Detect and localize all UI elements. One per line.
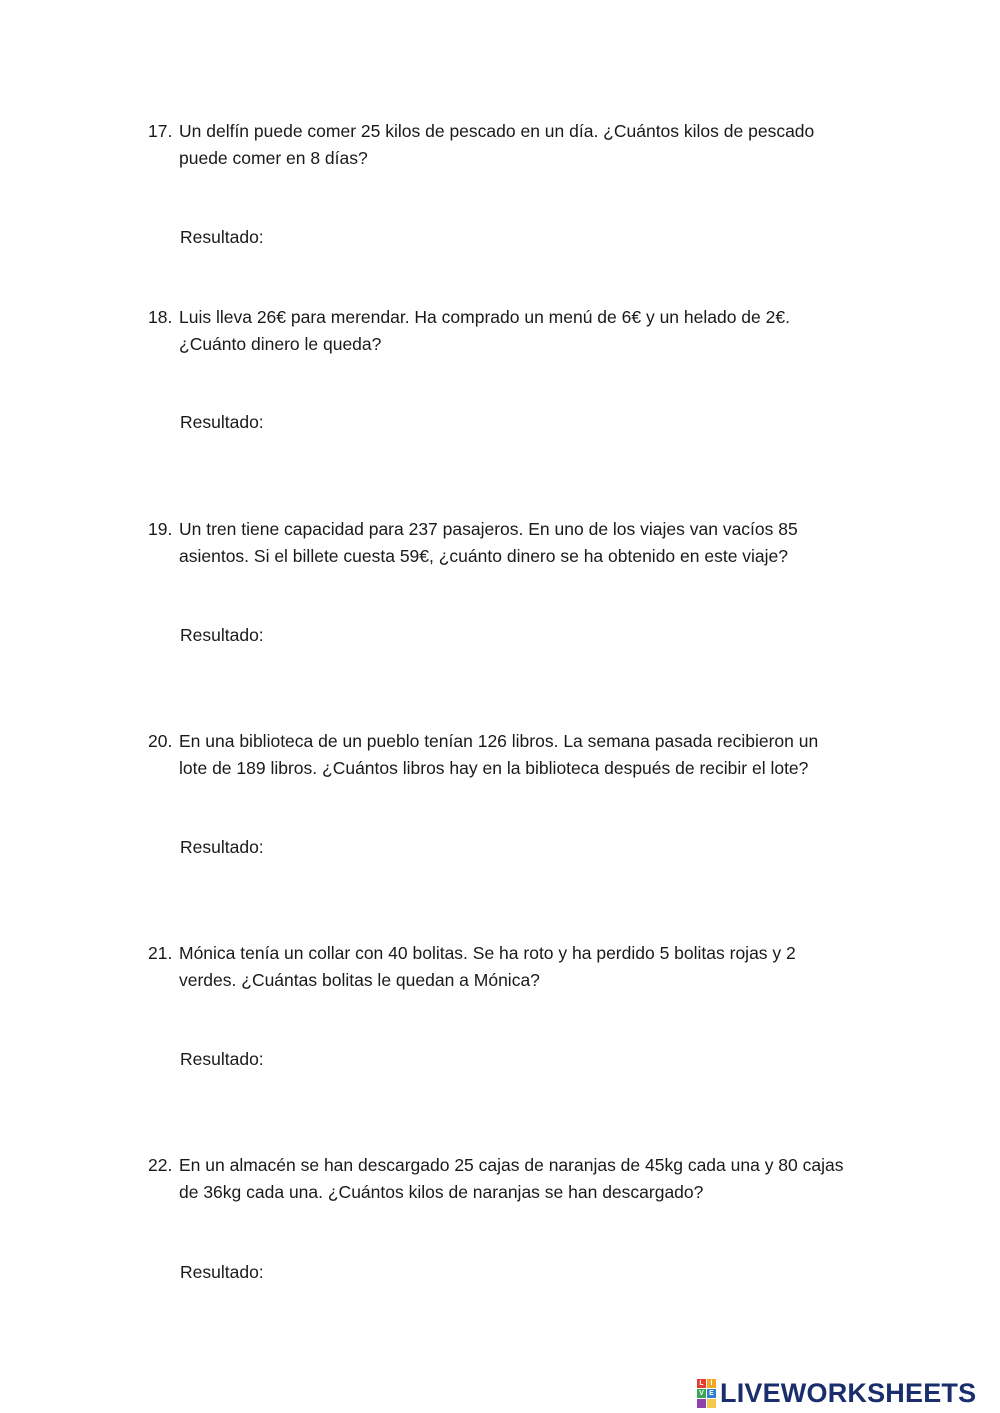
problem-text-line-1: En una biblioteca de un pueblo tenían 126 libros. La semana pasada recibieron un bbox=[179, 731, 819, 751]
result-label-20: Resultado: bbox=[180, 837, 264, 857]
problem-number: 21. bbox=[148, 943, 173, 963]
logo-mark-tile: I bbox=[707, 1379, 716, 1388]
problem-text-line-2: puede comer en 8 días? bbox=[179, 148, 368, 168]
logo-mark-tile: V bbox=[697, 1389, 706, 1398]
problem-text-line-1: Luis lleva 26€ para merendar. Ha comprado un menú de 6€ y un helado de 2€. bbox=[179, 307, 790, 327]
logo-mark-tile: L bbox=[697, 1379, 706, 1388]
problem-text-line-1: Un delfín puede comer 25 kilos de pescado en un día. ¿Cuántos kilos de pescado bbox=[179, 121, 815, 141]
result-label-21: Resultado: bbox=[180, 1049, 264, 1069]
problem-text-line-1: Un tren tiene capacidad para 237 pasajeros. En uno de los viajes van vacíos 85 bbox=[179, 519, 798, 539]
problem-17 bbox=[148, 118, 868, 172]
problem-text-line-2: lote de 189 libros. ¿Cuántos libros hay en la biblioteca después de recibir el lote? bbox=[179, 758, 809, 778]
problem-text-line-1: Mónica tenía un collar con 40 bolitas. Se ha roto y ha perdido 5 bolitas rojas y 2 bbox=[179, 943, 796, 963]
problem-18 bbox=[148, 304, 868, 358]
result-label-19: Resultado: bbox=[180, 625, 264, 645]
result-label-22: Resultado: bbox=[180, 1262, 264, 1282]
logo-mark-icon bbox=[697, 1379, 716, 1408]
problem-20 bbox=[148, 728, 868, 782]
problem-text-line-2: de 36kg cada una. ¿Cuántos kilos de naranjas se han descargado? bbox=[179, 1182, 704, 1202]
problem-number: 18. bbox=[148, 307, 173, 327]
problem-text-line-2: ¿Cuánto dinero le queda? bbox=[179, 334, 382, 354]
problem-22 bbox=[148, 1152, 868, 1206]
result-label-18: Resultado: bbox=[180, 412, 264, 432]
problem-number: 20. bbox=[148, 731, 173, 751]
problem-19 bbox=[148, 516, 868, 570]
logo-mark-tile: E bbox=[707, 1389, 716, 1398]
result-label-17: Resultado: bbox=[180, 227, 264, 247]
problem-text-line-2: verdes. ¿Cuántas bolitas le quedan a Mónica? bbox=[179, 970, 540, 990]
logo-text: LIVEWORKSHEETS bbox=[720, 1377, 977, 1408]
problem-text-line-2: asientos. Si el billete cuesta 59€, ¿cuánto dinero se ha obtenido en este viaje? bbox=[179, 546, 789, 566]
logo-mark-tile bbox=[707, 1399, 716, 1408]
problem-number: 19. bbox=[148, 519, 173, 539]
liveworksheets-logo bbox=[697, 1378, 976, 1408]
problem-21 bbox=[148, 940, 868, 994]
problem-number: 22. bbox=[148, 1155, 173, 1175]
problem-number: 17. bbox=[148, 121, 173, 141]
logo-mark-tile bbox=[697, 1399, 706, 1408]
problem-text-line-1: En un almacén se han descargado 25 cajas de naranjas de 45kg cada una y 80 cajas bbox=[179, 1155, 844, 1175]
